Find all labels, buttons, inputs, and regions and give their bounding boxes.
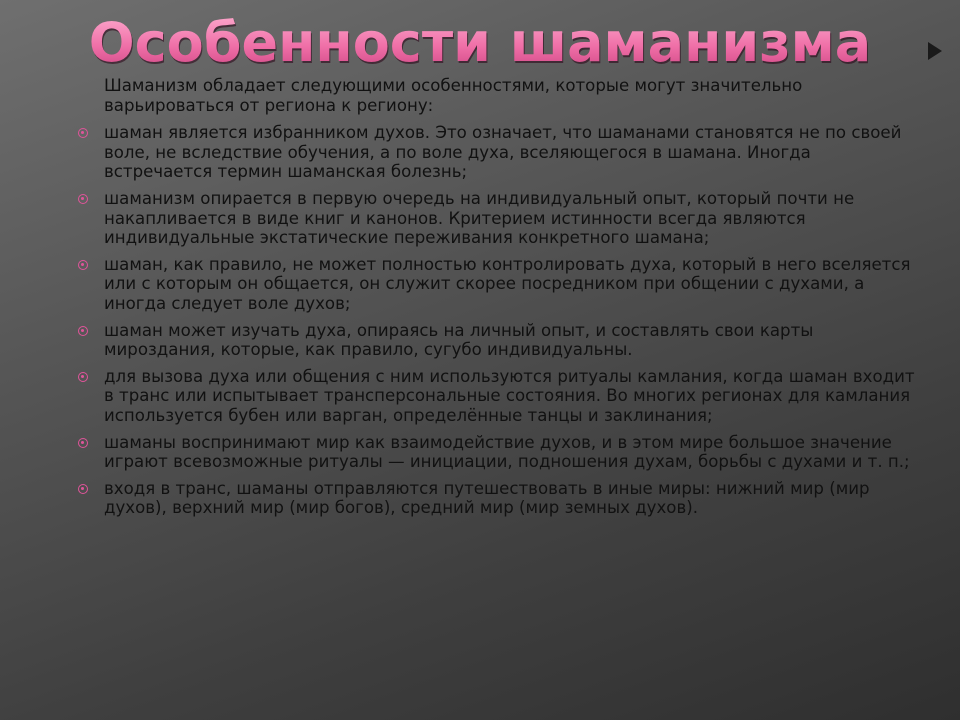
- list-item: [74, 479, 919, 518]
- list-item: [74, 367, 919, 426]
- circle-bullet-icon: [78, 260, 88, 270]
- circle-bullet-icon: [78, 128, 88, 138]
- bullet-text: шаманизм опирается в первую очередь на индивидуальный опыт, который почти не накапливается в виде книг и канонов. Критерием истинности всегда являются индивидуальные экстатические переживания конкретного шамана;: [104, 188, 855, 248]
- bullet-text: входя в транс, шаманы отправляются путешествовать в иные миры: нижний мир (мир духов), верхний мир (мир богов), средний мир (мир земных духов).: [104, 478, 870, 518]
- bullet-text: шаман может изучать духа, опираясь на личный опыт, и составлять свои карты мироздания, которые, как правило, сугубо индивидуальны.: [104, 320, 814, 360]
- circle-bullet-icon: [78, 484, 88, 494]
- slide-title: Особенности шаманизма: [0, 8, 960, 78]
- bullet-text: шаман, как правило, не может полностью контролировать духа, который в него вселяется или с которым он общается, он служит скорее посредником при общении с духами, а иногда следует воле духов;: [104, 254, 911, 313]
- bullet-text: шаманы воспринимают мир как взаимодействие духов, и в этом мире большое значение играют всевозможные ритуалы — инициации, подношения духам, борьбы с духами и т. п.;: [104, 432, 910, 472]
- list-item: [74, 255, 919, 314]
- list-item: [74, 433, 919, 472]
- list-item: [74, 321, 919, 360]
- intro-paragraph: Шаманизм обладает следующими особенностями, которые могут значительно варьироваться от региона к региону:: [104, 76, 803, 115]
- circle-bullet-icon: [78, 326, 88, 336]
- list-item: [74, 189, 919, 248]
- bullet-text: шаман является избранником духов. Это означает, что шаманами становятся не по своей воле, не вследствие обучения, а по воле духа, вселяющегося в шамана. Иногда встречается термин шаманская болезнь;: [104, 123, 902, 182]
- slide-content: [74, 76, 924, 525]
- bullet-text: для вызова духа или общения с ним используются ритуалы камлания, когда шаман входит в транс или испытывает трансперсональные состояния. Во многих регионах для камлания используется бубен или варган, определённые танцы и заклинания;: [104, 366, 915, 425]
- circle-bullet-icon: [78, 438, 88, 448]
- circle-bullet-icon: [78, 194, 88, 204]
- circle-bullet-icon: [78, 372, 88, 382]
- list-item: [74, 123, 919, 182]
- bullet-list: [74, 123, 924, 518]
